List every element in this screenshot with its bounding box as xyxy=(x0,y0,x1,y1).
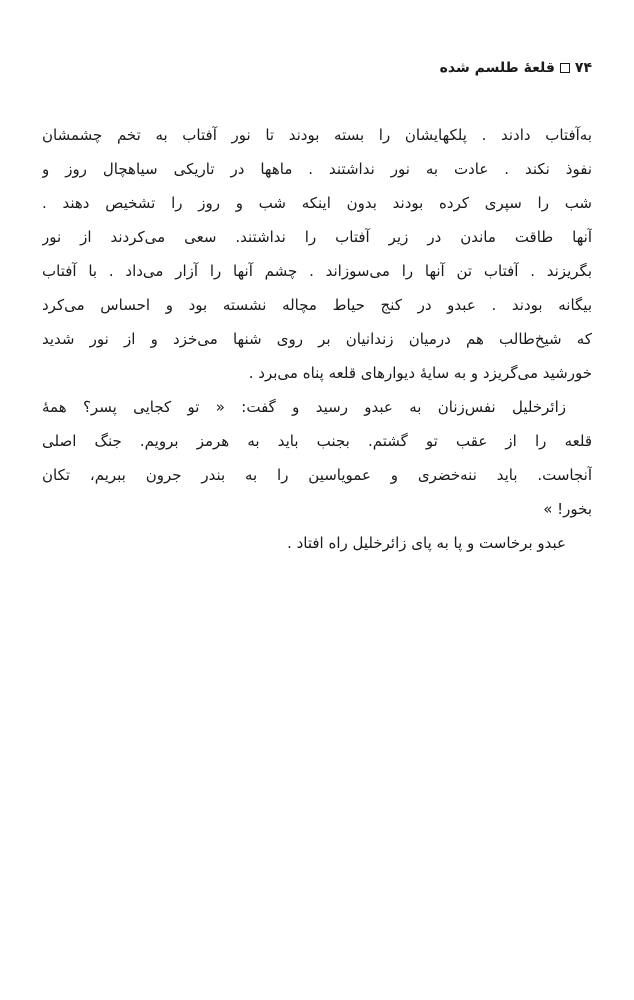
text-line: بخور! » xyxy=(543,500,592,518)
separator-box-icon xyxy=(560,63,570,73)
paragraph-1 xyxy=(42,118,592,390)
page-number: ۷۴ xyxy=(574,60,592,76)
text-line: قلعه را از عقب تو گشتم. بجنب باید به هرمز برویم. جنگ اصلی xyxy=(42,432,592,450)
text-line: نفوذ نکند . عادت به نور نداشتند . ماهها در تاریکی سیاهچال روز و xyxy=(42,160,592,178)
paragraph-2 xyxy=(42,390,592,526)
text-line: به‌آفتاب دادند . پلکهایشان را بسته بودند تا نور آفتاب به تخم چشمشان xyxy=(42,126,592,144)
body-text xyxy=(42,118,592,560)
text-line: شب را سپری کرده بودند بدون اینکه شب و روز را تشخیص دهند . xyxy=(42,194,592,212)
paragraph-3 xyxy=(42,526,592,560)
text-line: آنجاست. باید ننه‌خضری و عمویاسین را به بندر جرون ببریم، تکان xyxy=(42,466,592,484)
text-line: که شیخ‌طالب هم درمیان زندانیان بر روی شنها می‌خزد و از نور شدید xyxy=(42,330,592,348)
book-title: قلعهٔ طلسم شده xyxy=(439,60,555,76)
text-line: آنها طاقت ماندن در زیر آفتاب را نداشتند. سعی می‌کردند از نور xyxy=(42,228,592,246)
text-line: عبدو برخاست و پا به پای زائرخلیل راه افتاد . xyxy=(287,534,566,552)
running-head xyxy=(440,60,592,76)
text-line: خورشید می‌گریزد و به سایهٔ دیوارهای قلعه پناه می‌برد . xyxy=(248,364,592,382)
text-line: بیگانه بودند . عبدو در کنج حیاط مچاله نشسته بود و احساس می‌کرد xyxy=(42,296,592,314)
text-line: زائرخلیل نفس‌زنان به عبدو رسید و گفت: « تو کجایی پسر؟ همهٔ xyxy=(42,398,566,416)
text-line: بگریزند . آفتاب تن آنها را می‌سوزاند . چشم آنها را آزار می‌داد . با آفتاب xyxy=(42,262,592,280)
